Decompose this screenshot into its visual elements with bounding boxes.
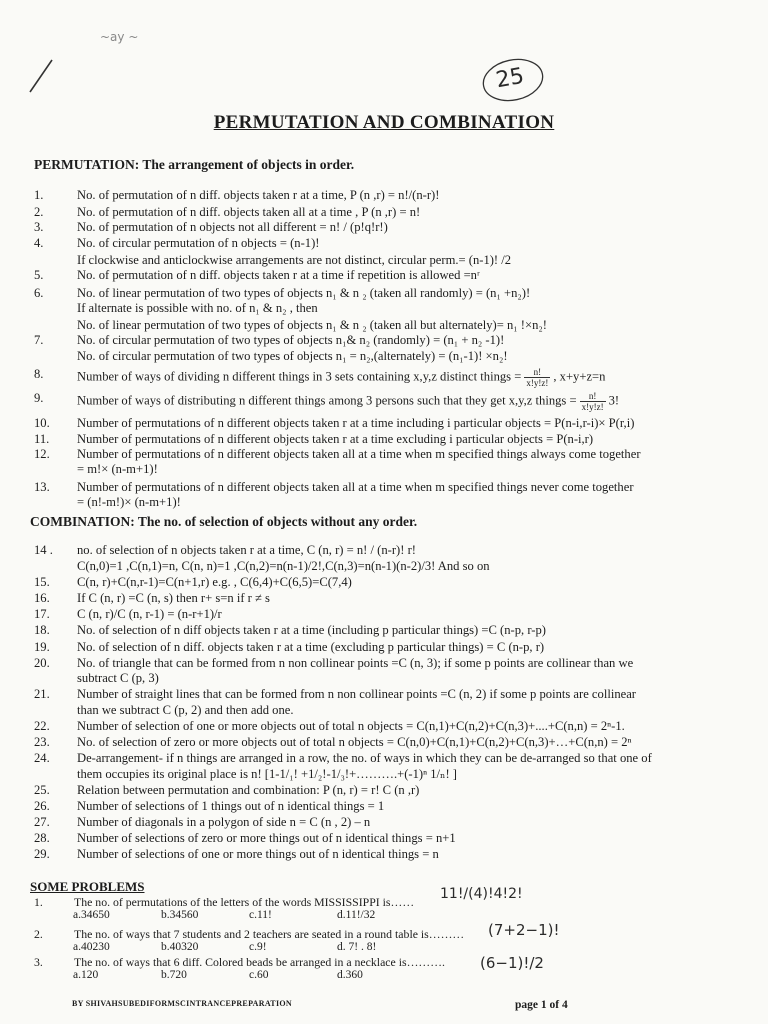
combination-item-number: 29. xyxy=(34,847,50,861)
permutation-item-text xyxy=(77,495,727,509)
problem-question: The no. of ways that 7 students and 2 teachers are seated in a round table is……… xyxy=(74,927,465,941)
permutation-item-text xyxy=(77,333,727,347)
permutation-item-text xyxy=(77,205,727,219)
permutation-item-text xyxy=(77,236,727,250)
problem-options xyxy=(73,909,425,921)
combination-item-formula: No. of selection of zero or more objects out of total n objects = C(n,0)+C(n,1)+C(n,2)+C(n,3)+…+C(n,n) = 2ⁿ xyxy=(77,735,632,749)
permutation-item-formula: If alternate is possible with no. of n₁ & n₂ , then xyxy=(77,301,318,315)
permutation-item-formula: Number of ways of dividing n different things in 3 sets containing x,y,z distinct things = xyxy=(77,369,522,384)
pen-stroke xyxy=(30,60,52,92)
fraction-numerator: n! xyxy=(580,391,606,402)
permutation-item-formula: No. of circular permutation of n objects = (n-1)! xyxy=(77,236,320,250)
combination-item-formula: De-arrangement- if n things are arranged in a row, the no. of ways in which they can be de-arranged so that one of xyxy=(77,751,652,765)
permutation-item-formula: No. of circular permutation of two types of objects n₁& n₂ (randomly) = (n₁ + n₂ -1)! xyxy=(77,333,505,347)
fraction xyxy=(580,391,606,412)
combination-item-formula: No. of selection of n diff objects taken r at a time (including p particular things) =C (n-p, r-p) xyxy=(77,623,546,637)
combination-item-formula: Number of straight lines that can be formed from n non collinear points =C (n, 2) if some p points are collinear xyxy=(77,687,636,701)
combination-item-number: 22. xyxy=(34,719,50,733)
combination-item-text xyxy=(77,831,727,845)
combination-item-formula: Relation between permutation and combination: P (n, r) = r! C (n ,r) xyxy=(77,783,420,797)
combination-item-formula: subtract C (p, 3) xyxy=(77,671,159,685)
combination-item-number: 25. xyxy=(34,783,50,797)
answer-option: b.720 xyxy=(161,969,187,981)
problem-number: 1. xyxy=(34,895,43,909)
permutation-item-formula: No. of circular permutation of two types of objects n₁ = n₂,(alternately) = (n₁-1)! ×n₂! xyxy=(77,349,508,363)
permutation-item-formula: No. of permutation of n objects not all different = n! / (p!q!r!) xyxy=(77,220,388,234)
permutation-item-formula: No. of linear permutation of two types of objects n₁ & n ₂ (taken all but alternately)= n₁ !×n₂! xyxy=(77,318,547,332)
permutation-item-formula: No. of permutation of n diff. objects taken r at a time, P (n ,r) = n!/(n-r)! xyxy=(77,188,440,202)
combination-item-formula: C(n,0)=1 ,C(n,1)=n, C(n, n)=1 ,C(n,2)=n(n-1)/2!,C(n,3)=n(n-1)(n-2)/3! And so on xyxy=(77,559,490,573)
fraction-suffix: , x+y+z=n xyxy=(553,369,606,384)
answer-option: a.40230 xyxy=(73,941,110,953)
scribble-top: ~ay ~ xyxy=(100,30,139,44)
circled-page-number: 25 xyxy=(494,63,526,94)
permutation-item-formula: Number of permutations of n different objects taken all at a time when m specified things always come together xyxy=(77,447,641,461)
permutation-item-text xyxy=(77,432,727,446)
permutation-item-text xyxy=(77,480,727,494)
permutation-item-number: 7. xyxy=(34,333,44,347)
combination-item-number: 14 . xyxy=(34,543,53,557)
permutation-item-formula: = (n!-m!)× (n-m+1)! xyxy=(77,495,181,509)
combination-item-number: 28. xyxy=(34,831,50,845)
footer-author: BY SHIVAHSUBEDIFORMSCINTRANCEPREPARATION xyxy=(72,999,292,1008)
permutation-item-text xyxy=(77,416,727,430)
combination-item-number: 16. xyxy=(34,591,50,605)
combination-item-text xyxy=(77,751,727,765)
permutation-item-formula: Number of ways of distributing n different things among 3 persons such that they get x,y,z things = xyxy=(77,393,577,408)
fraction-suffix: 3! xyxy=(608,393,620,408)
permutation-item-formula: If clockwise and anticlockwise arrangements are not distinct, circular perm.= (n-1)! /2 xyxy=(77,253,512,267)
permutation-item-formula: Number of permutations of n different objects taken r at a time including i particular objects = P(n-i,r-i)× P(r,i) xyxy=(77,416,635,430)
combination-item-number: 27. xyxy=(34,815,50,829)
permutation-item-number: 10. xyxy=(34,416,50,430)
combination-item-formula: No. of triangle that can be formed from n non collinear points =C (n, 3); if some p points are collinear than we xyxy=(77,656,634,670)
combination-item-text xyxy=(77,623,727,637)
answer-option: b.40320 xyxy=(161,941,199,953)
combination-item-formula: C(n, r)+C(n,r-1)=C(n+1,r) e.g. , C(6,4)+C(6,5)=C(7,4) xyxy=(77,575,352,589)
problem-number: 3. xyxy=(34,955,43,969)
permutation-item-number: 2. xyxy=(34,205,44,219)
combination-item-formula: Number of selections of zero or more things out of n identical things = n+1 xyxy=(77,831,456,845)
permutation-item-formula: No. of permutation of n diff. objects taken all at a time , P (n ,r) = n! xyxy=(77,205,421,219)
permutation-heading: PERMUTATION: The arrangement of objects in order. xyxy=(34,157,355,172)
combination-item-formula: Number of selections of one or more things out of n identical things = n xyxy=(77,847,439,861)
handwritten-answer-2: (7+2−1)! xyxy=(488,921,560,939)
combination-item-number: 21. xyxy=(34,687,50,701)
combination-item-text xyxy=(77,799,727,813)
combination-item-formula: Number of selections of 1 things out of n identical things = 1 xyxy=(77,799,385,813)
combination-item-text xyxy=(77,656,727,670)
page-title: PERMUTATION AND COMBINATION xyxy=(213,112,555,133)
permutation-item-text xyxy=(77,253,727,267)
answer-option: a.34650 xyxy=(73,909,110,921)
answer-option: d.360 xyxy=(337,969,363,981)
permutation-item-formula: = m!× (n-m+1)! xyxy=(77,462,158,476)
combination-item-formula: No. of selection of n diff. objects taken r at a time (excluding p particular things) = C (n-p, r) xyxy=(77,640,545,654)
answer-option: c.9! xyxy=(249,941,267,953)
combination-item-text xyxy=(77,703,727,717)
handwritten-answer-3: (6−1)!/2 xyxy=(480,954,544,972)
problem-question: The no. of permutations of the letters of the words MISSISSIPPI is…… xyxy=(74,895,415,909)
combination-item-number: 17. xyxy=(34,607,50,621)
combination-item-text xyxy=(77,719,727,733)
combination-item-text xyxy=(77,559,727,573)
combination-item-text xyxy=(77,735,727,749)
fraction xyxy=(524,367,550,388)
combination-item-text xyxy=(77,575,727,589)
permutation-item-formula: Number of permutations of n different objects taken r at a time excluding i particular objects = P(n-i,r) xyxy=(77,432,594,446)
permutation-item-formula: No. of permutation of n diff. objects taken r at a time if repetition is allowed =nʳ xyxy=(77,268,480,282)
fraction-denominator: x!y!z! xyxy=(526,378,549,388)
answer-option: d. 7! . 8! xyxy=(337,941,377,953)
permutation-item-formula: No. of linear permutation of two types of objects n₁ & n ₂ (taken all randomly) = (n₁ +n₂)! xyxy=(77,286,531,300)
combination-item-text xyxy=(77,640,727,654)
permutation-item-number: 1. xyxy=(34,188,44,202)
problem-options xyxy=(73,941,425,953)
permutation-item-number: 6. xyxy=(34,286,44,300)
permutation-item-text xyxy=(77,349,727,363)
combination-item-formula: than we subtract C (p, 2) and then add one. xyxy=(77,703,294,717)
combination-item-text xyxy=(77,687,727,701)
permutation-item-number: 12. xyxy=(34,447,50,461)
combination-item-number: 15. xyxy=(34,575,50,589)
combination-item-number: 26. xyxy=(34,799,50,813)
permutation-item-text xyxy=(77,220,727,234)
combination-item-number: 18. xyxy=(34,623,50,637)
permutation-item-text xyxy=(77,367,727,388)
combination-item-text xyxy=(77,783,727,797)
answer-option: c.11! xyxy=(249,909,272,921)
combination-heading: COMBINATION: The no. of selection of objects without any order. xyxy=(30,514,418,529)
combination-item-number: 24. xyxy=(34,751,50,765)
permutation-item-text xyxy=(77,188,727,202)
footer-page-number: page 1 of 4 xyxy=(515,999,568,1011)
permutation-item-number: 3. xyxy=(34,220,44,234)
combination-item-number: 20. xyxy=(34,656,50,670)
fraction-numerator: n! xyxy=(524,367,550,378)
combination-item-number: 23. xyxy=(34,735,50,749)
permutation-item-formula: Number of permutations of n different objects taken all at a time when m specified things never come together xyxy=(77,480,634,494)
answer-option: d.11!/32 xyxy=(337,909,376,921)
combination-item-formula: Number of diagonals in a polygon of side n = C (n , 2) – n xyxy=(77,815,371,829)
combination-item-formula: C (n, r)/C (n, r-1) = (n-r+1)/r xyxy=(77,607,222,621)
problem-number: 2. xyxy=(34,927,43,941)
answer-option: c.60 xyxy=(249,969,269,981)
combination-item-text xyxy=(77,591,727,605)
answer-option: b.34560 xyxy=(161,909,199,921)
permutation-item-text xyxy=(77,462,727,476)
problem-options xyxy=(73,969,425,981)
permutation-item-number: 11. xyxy=(34,432,50,446)
permutation-item-number: 13. xyxy=(34,480,50,494)
combination-item-text xyxy=(77,607,727,621)
combination-item-text xyxy=(77,543,727,557)
combination-item-text xyxy=(77,815,727,829)
permutation-item-text xyxy=(77,286,727,300)
permutation-item-number: 5. xyxy=(34,268,44,282)
problem-question: The no. of ways that 6 diff. Colored beads be arranged in a necklace is………. xyxy=(74,955,445,969)
permutation-item-text xyxy=(77,447,727,461)
answer-option: a.120 xyxy=(73,969,99,981)
permutation-item-text xyxy=(77,268,727,282)
combination-item-formula: Number of selection of one or more objects out of total n objects = C(n,1)+C(n,2)+C(n,3)+....+C(n,n) = 2ⁿ-1. xyxy=(77,719,625,733)
combination-item-text xyxy=(77,847,727,861)
permutation-item-text xyxy=(77,391,727,412)
permutation-item-text xyxy=(77,318,727,332)
combination-item-formula: no. of selection of n objects taken r at a time, C (n, r) = n! / (n-r)! r! xyxy=(77,543,416,557)
fraction-denominator: x!y!z! xyxy=(581,402,604,412)
permutation-item-number: 9. xyxy=(34,391,44,405)
permutation-item-number: 8. xyxy=(34,367,44,381)
combination-item-formula: If C (n, r) =C (n, s) then r+ s=n if r ≠ s xyxy=(77,591,270,605)
permutation-item-text xyxy=(77,301,727,315)
combination-item-text xyxy=(77,767,727,781)
handwritten-answer-1: 11!/(4)!4!2! xyxy=(440,886,523,902)
combination-item-text xyxy=(77,671,727,685)
problems-heading: SOME PROBLEMS xyxy=(30,879,145,894)
permutation-item-number: 4. xyxy=(34,236,44,250)
combination-item-formula: them occupies its original place is n! [1-1/₁! +1/₂!-1/₃!+……….+(-1)ⁿ 1/ₙ! ] xyxy=(77,767,457,781)
combination-item-number: 19. xyxy=(34,640,50,654)
